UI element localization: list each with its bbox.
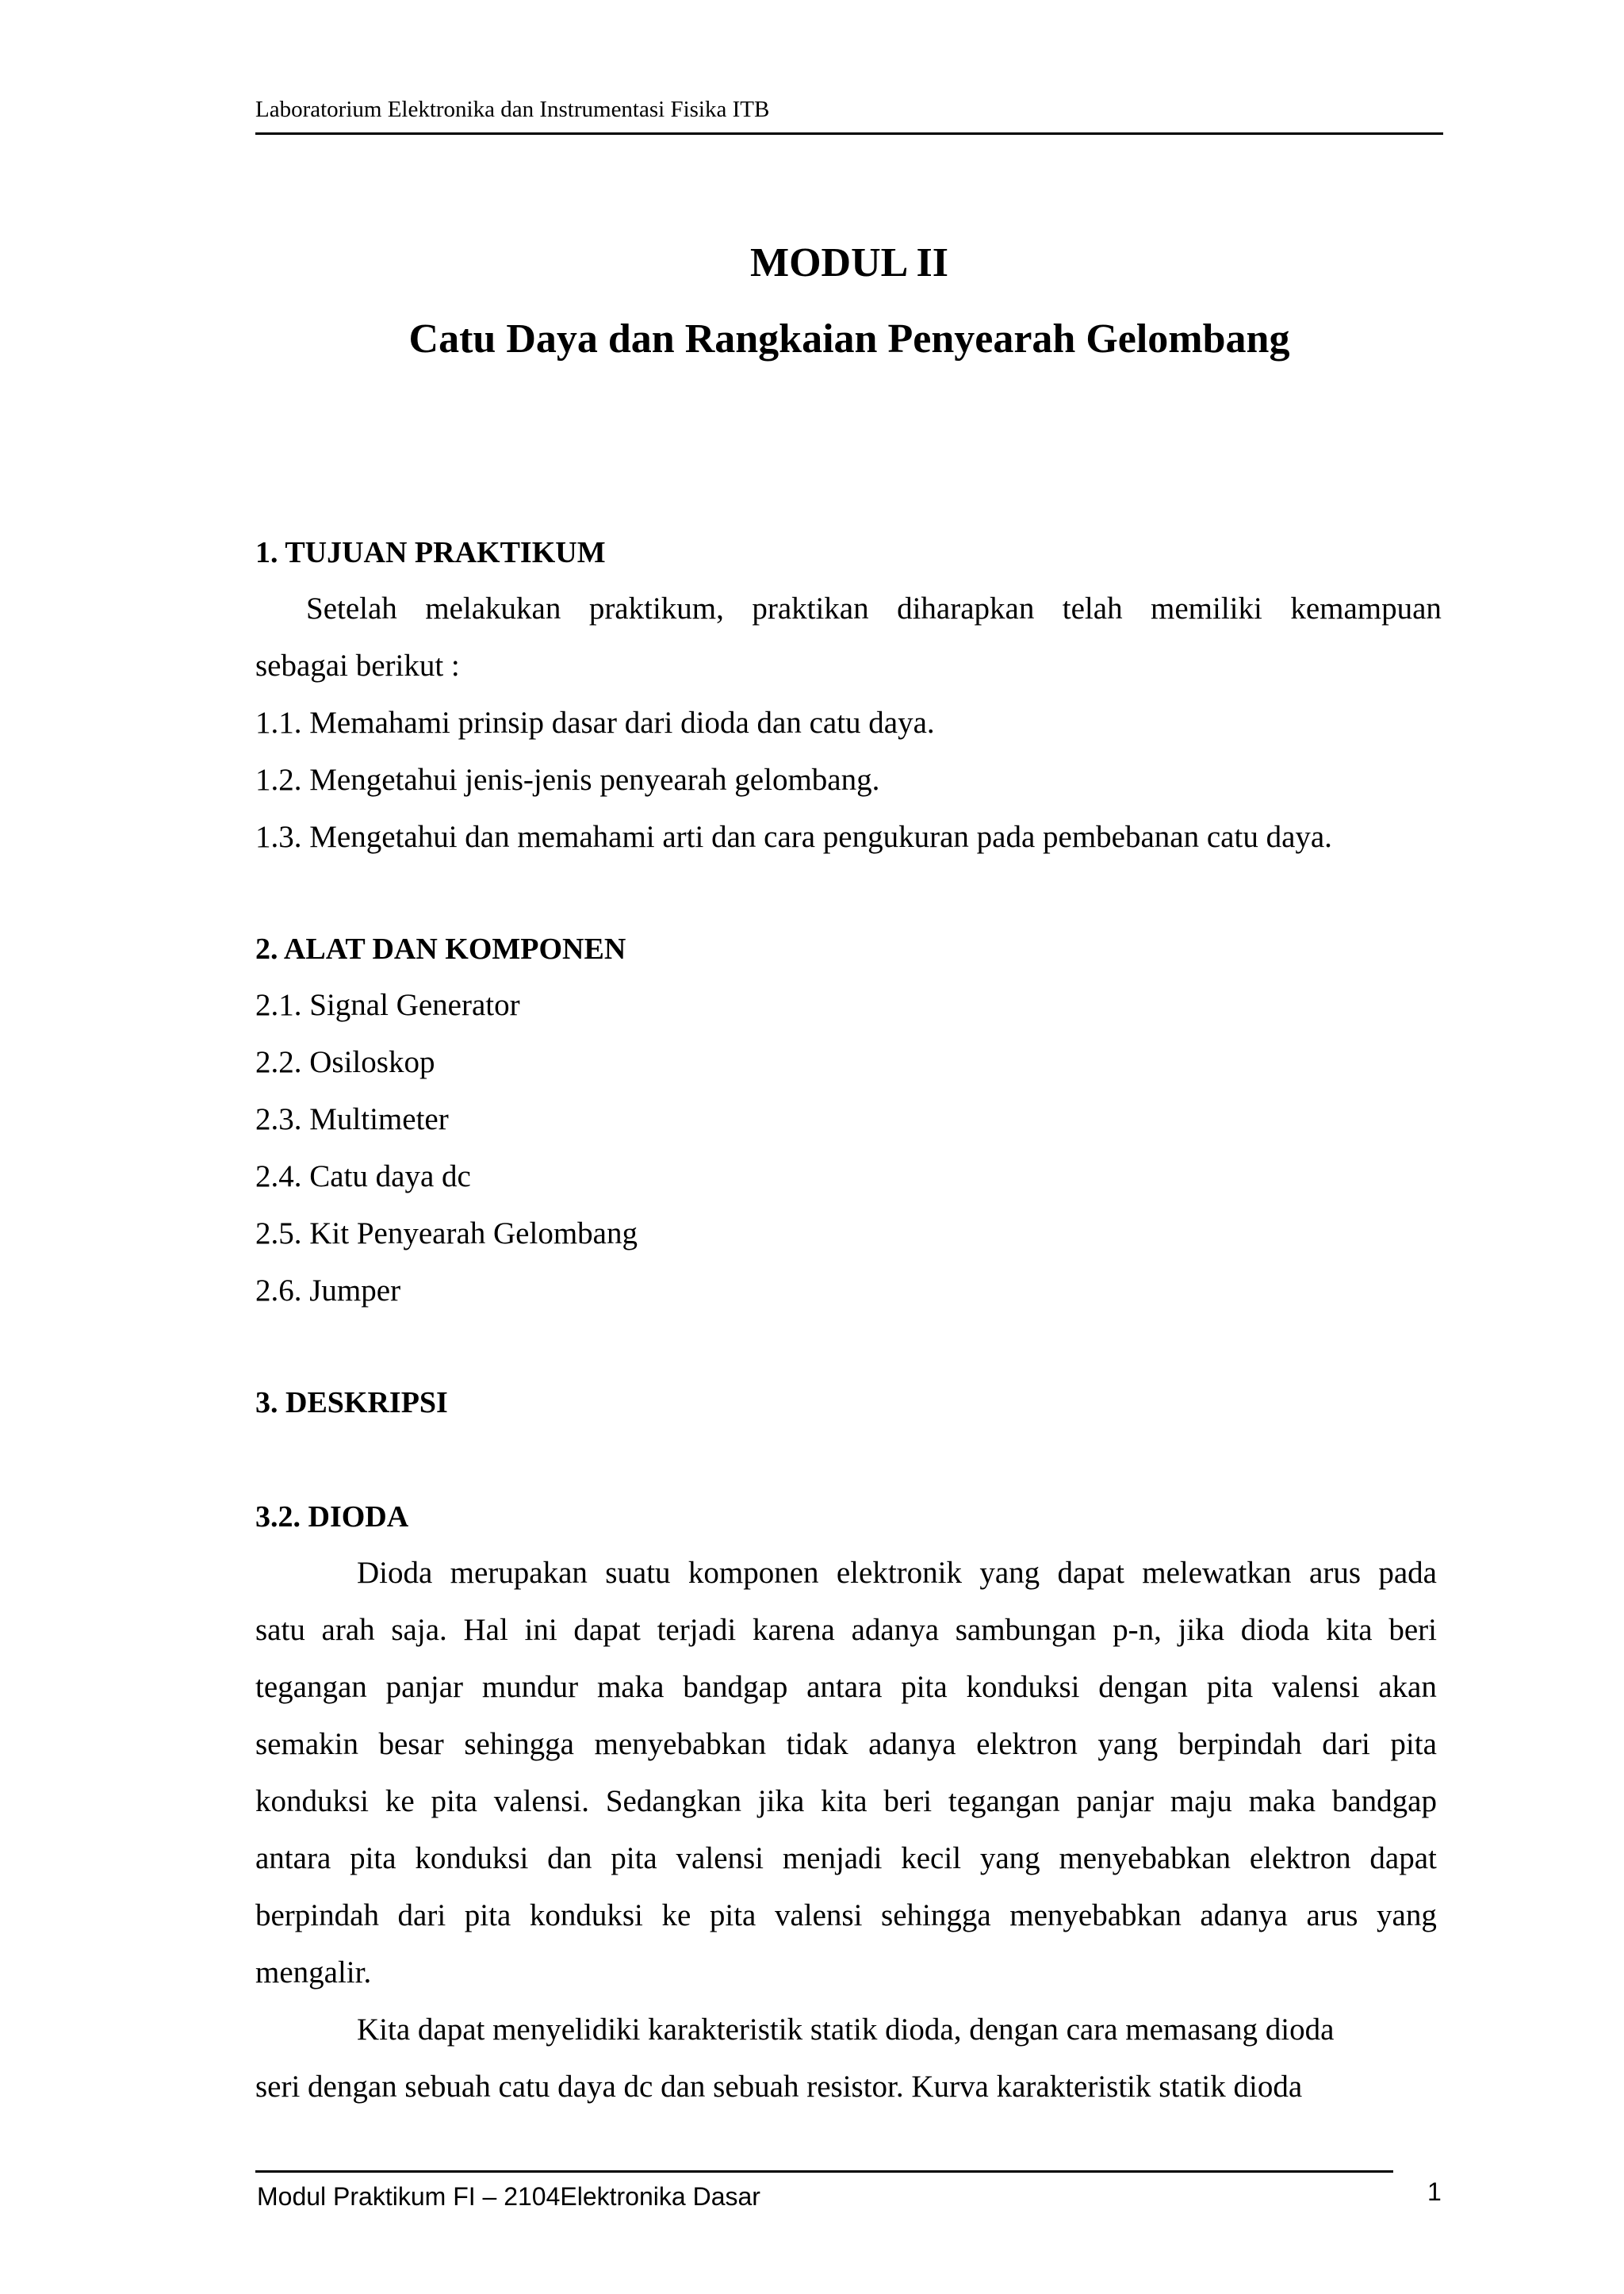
word: sambungan: [955, 1613, 1097, 1647]
word: maju: [1170, 1784, 1232, 1818]
word: yang: [979, 1841, 1040, 1875]
word: merupakan: [450, 1556, 588, 1590]
word: antara: [806, 1670, 883, 1704]
word: valensi: [1271, 1670, 1360, 1704]
section-1-heading: 1. TUJUAN PRAKTIKUM: [255, 536, 606, 569]
section-1-intro-line-1: [306, 593, 1442, 624]
word: beri: [883, 1784, 933, 1818]
word: beri: [1388, 1613, 1437, 1647]
word: yang: [1377, 1898, 1437, 1932]
paragraph-line: Kita dapat menyelidiki karakteristik statik dioda, dengan cara memasang dioda: [357, 2013, 1335, 2047]
word: jika: [1178, 1613, 1225, 1647]
word: bandgap: [1331, 1784, 1437, 1818]
word: dioda: [1240, 1613, 1310, 1647]
word: dapat: [1369, 1841, 1437, 1875]
header-text: Laboratorium Elektronika dan Instrumentasi Fisika ITB: [255, 97, 770, 122]
word: tegangan: [255, 1670, 367, 1704]
word: pita: [901, 1670, 948, 1704]
equipment-item: 2.1. Signal Generator: [255, 988, 520, 1022]
word: karena: [752, 1613, 835, 1647]
word: menyebabkan: [1059, 1841, 1231, 1875]
word: menyebabkan: [1009, 1898, 1182, 1932]
paragraph-line: [255, 1729, 1437, 1760]
section-2-heading: 2. ALAT DAN KOMPONEN: [255, 933, 626, 966]
word: saja.: [391, 1613, 447, 1647]
equipment-item: 2.4. Catu daya dc: [255, 1159, 471, 1193]
equipment-item: 2.2. Osiloskop: [255, 1045, 435, 1079]
word: arus: [1306, 1898, 1358, 1932]
word: melewatkan: [1142, 1556, 1292, 1590]
footer-rule: [255, 2170, 1393, 2173]
word: memiliki: [1151, 592, 1262, 626]
word: yang: [979, 1556, 1040, 1590]
word: melakukan: [425, 592, 561, 626]
word: antara: [255, 1841, 331, 1875]
word: adanya: [851, 1613, 940, 1647]
word: sehingga: [464, 1727, 574, 1761]
paragraph-line: [255, 1900, 1437, 1931]
word: tegangan: [948, 1784, 1060, 1818]
word: berpindah: [1178, 1727, 1302, 1761]
module-title: MODUL II: [750, 240, 948, 285]
word: Setelah: [306, 592, 397, 626]
word: valensi: [676, 1841, 764, 1875]
word: telah: [1062, 592, 1123, 626]
footer-text: Modul Praktikum FI – 2104Elektronika Dasar: [257, 2182, 760, 2211]
word: tidak: [786, 1727, 848, 1761]
word: dari: [1322, 1727, 1370, 1761]
section-1-intro-line-2: sebagai berikut :: [255, 649, 460, 683]
header-rule: [255, 132, 1443, 135]
word: elektron: [976, 1727, 1078, 1761]
equipment-item: 2.6. Jumper: [255, 1273, 401, 1308]
objective-item: 1.2. Mengetahui jenis-jenis penyearah gelombang.: [255, 763, 880, 797]
word: konduksi: [966, 1670, 1080, 1704]
word: ini: [524, 1613, 557, 1647]
word: konduksi: [415, 1841, 529, 1875]
word: dapat: [1057, 1556, 1124, 1590]
objective-item: 1.3. Mengetahui dan memahami arti dan cara pengukuran pada pembebanan catu daya.: [255, 820, 1332, 854]
word: terjadi: [657, 1613, 737, 1647]
paragraph-line: [255, 1614, 1437, 1645]
word: panjar: [1076, 1784, 1154, 1818]
word: pita: [431, 1784, 477, 1818]
word: pita: [464, 1898, 511, 1932]
paragraph-line: mengalir.: [255, 1955, 372, 1990]
word: Hal: [463, 1613, 508, 1647]
word: berpindah: [255, 1898, 379, 1932]
word: akan: [1378, 1670, 1437, 1704]
word: pita: [611, 1841, 657, 1875]
word: jika: [757, 1784, 805, 1818]
word: dengan: [1098, 1670, 1188, 1704]
word: valensi: [774, 1898, 863, 1932]
word: p-n,: [1113, 1613, 1162, 1647]
equipment-item: 2.3. Multimeter: [255, 1102, 449, 1136]
word: panjar: [385, 1670, 464, 1704]
word: yang: [1097, 1727, 1159, 1761]
word: menyebabkan: [594, 1727, 767, 1761]
word: kecil: [901, 1841, 962, 1875]
word: konduksi: [255, 1784, 370, 1818]
section-3-2-heading: 3.2. DIODA: [255, 1500, 409, 1534]
paragraph-line: [255, 1786, 1437, 1817]
word: konduksi: [529, 1898, 643, 1932]
word: pita: [350, 1841, 396, 1875]
word: valensi.: [493, 1784, 590, 1818]
word: adanya: [868, 1727, 956, 1761]
word: semakin: [255, 1727, 358, 1761]
word: dapat: [573, 1613, 641, 1647]
word: bandgap: [683, 1670, 788, 1704]
word: pita: [1390, 1727, 1437, 1761]
word: kita: [1326, 1613, 1373, 1647]
word: besar: [378, 1727, 444, 1761]
word: menjadi: [782, 1841, 883, 1875]
word: praktikum,: [588, 592, 724, 626]
word: Sedangkan: [605, 1784, 741, 1818]
word: maka: [596, 1670, 665, 1704]
word: mundur: [481, 1670, 579, 1704]
paragraph-line: [255, 1843, 1437, 1874]
word: komponen: [688, 1556, 819, 1590]
word: Dioda: [357, 1556, 433, 1590]
word: pita: [1206, 1670, 1254, 1704]
paragraph-line: seri dengan sebuah catu daya dc dan sebuah resistor. Kurva karakteristik statik dioda: [255, 2070, 1303, 2104]
word: suatu: [605, 1556, 671, 1590]
word: pada: [1378, 1556, 1437, 1590]
word: adanya: [1200, 1898, 1288, 1932]
objective-item: 1.1. Memahami prinsip dasar dari dioda dan catu daya.: [255, 706, 935, 740]
paragraph-line: [357, 1557, 1437, 1588]
word: arus: [1309, 1556, 1361, 1590]
word: elektronik: [836, 1556, 962, 1590]
page-number: 1: [1427, 2177, 1442, 2206]
word: kita: [821, 1784, 868, 1818]
word: dari: [397, 1898, 446, 1932]
word: arah: [321, 1613, 375, 1647]
paragraph-line: [255, 1672, 1437, 1702]
word: elektron: [1249, 1841, 1351, 1875]
section-3-heading: 3. DESKRIPSI: [255, 1386, 448, 1419]
word: praktikan: [752, 592, 869, 626]
word: kemampuan: [1290, 592, 1442, 626]
word: diharapkan: [897, 592, 1035, 626]
word: satu: [255, 1613, 305, 1647]
word: sehingga: [881, 1898, 991, 1932]
word: dan: [547, 1841, 592, 1875]
word: pita: [709, 1898, 756, 1932]
word: ke: [661, 1898, 691, 1932]
word: maka: [1248, 1784, 1316, 1818]
word: ke: [385, 1784, 415, 1818]
equipment-item: 2.5. Kit Penyearah Gelombang: [255, 1216, 638, 1250]
module-subtitle: Catu Daya dan Rangkaian Penyearah Gelombang: [408, 316, 1290, 362]
